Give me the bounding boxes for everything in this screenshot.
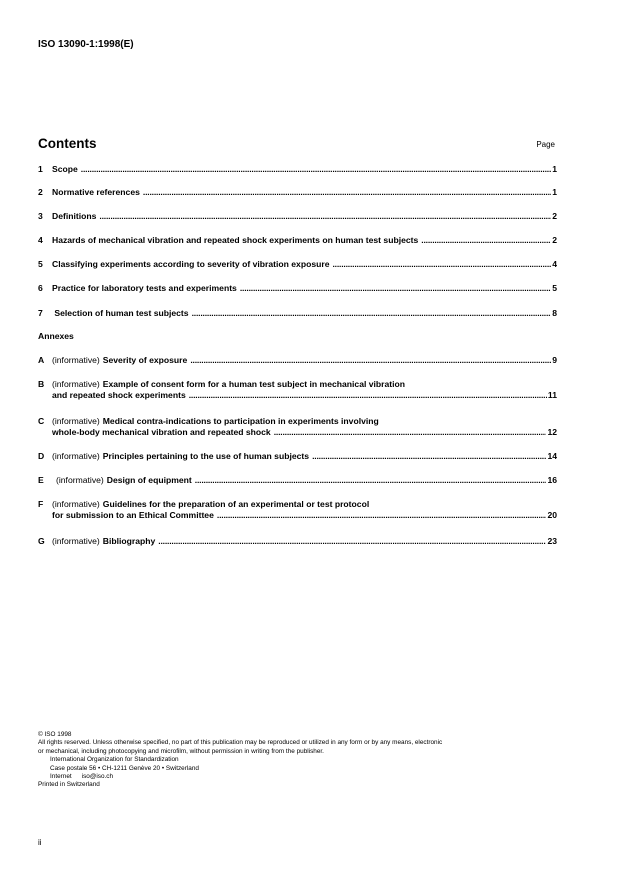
toc-entry-number: D xyxy=(38,451,45,461)
toc-entry-number: 4 xyxy=(38,235,43,245)
toc-entry-page: 20 xyxy=(547,510,557,520)
copyright-footer xyxy=(38,731,578,790)
dot-leader xyxy=(186,390,547,401)
toc-entry-title-continued: and repeated shock experiments xyxy=(52,390,186,400)
toc-entry-page: 2 xyxy=(552,211,557,221)
toc-entry-title: Example of consent form for a human test subject in mechanical vibration xyxy=(102,379,406,389)
dot-leader xyxy=(155,536,546,547)
toc-entry-title: Medical contra-indications to participation in experiments involving xyxy=(102,416,379,426)
document-id: ISO 13090-1:1998(E) xyxy=(38,39,134,50)
toc-annex-g[interactable] xyxy=(38,536,557,547)
toc-entry-title: Selection of human test subjects xyxy=(52,308,189,318)
informative-label: (informative) xyxy=(56,475,104,485)
toc-entry-title-continued: whole-body mechanical vibration and repeated shock xyxy=(52,427,271,437)
toc-entry-number: F xyxy=(38,499,44,509)
toc-entry-title: Normative references xyxy=(52,187,140,197)
toc-annex-f[interactable] xyxy=(38,499,557,521)
toc-entry-page: 8 xyxy=(552,308,557,318)
toc-entry-selection[interactable] xyxy=(38,308,557,319)
dot-leader xyxy=(309,451,546,462)
informative-label: (informative) xyxy=(52,355,100,365)
toc-entry-page: 1 xyxy=(552,164,557,174)
informative-label: (informative) xyxy=(52,379,100,389)
internet-line xyxy=(38,773,578,781)
toc-annex-e[interactable] xyxy=(38,475,557,486)
copyright-line: © ISO 1998 xyxy=(38,731,72,738)
dot-leader xyxy=(271,427,547,438)
dot-leader xyxy=(187,355,551,366)
toc-entry-page: 23 xyxy=(547,536,557,546)
toc-entry-title-continued: for submission to an Ethical Committee xyxy=(52,510,214,520)
dot-leader xyxy=(237,283,551,294)
page-column-label: Page xyxy=(536,140,555,149)
contents-title: Contents xyxy=(38,136,97,151)
toc-entry-hazards[interactable] xyxy=(38,235,557,246)
organization-address: Case postale 56 • CH-1211 Genève 20 • Switzerland xyxy=(50,764,199,772)
toc-entry-number: 5 xyxy=(38,259,43,269)
toc-annex-a[interactable] xyxy=(38,355,557,366)
toc-entry-title: Principles pertaining to the use of human subjects xyxy=(102,451,310,461)
informative-label: (informative) xyxy=(52,536,100,546)
page-number: ii xyxy=(38,838,42,847)
toc-entry-number: 1 xyxy=(38,164,43,174)
dot-leader xyxy=(78,164,551,175)
toc-entry-page: 5 xyxy=(552,283,557,293)
toc-entry-title: Design of equipment xyxy=(106,475,192,485)
toc-entry-page: 16 xyxy=(547,475,557,485)
toc-entry-definitions[interactable] xyxy=(38,211,557,222)
toc-entry-page: 2 xyxy=(552,235,557,245)
toc-entry-title: Severity of exposure xyxy=(102,355,188,365)
organization-name: International Organization for Standardization xyxy=(50,756,179,764)
toc-entry-number: 3 xyxy=(38,211,43,221)
informative-label: (informative) xyxy=(52,416,100,426)
toc-entry-number: G xyxy=(38,536,45,546)
toc-annex-b[interactable] xyxy=(38,379,557,401)
toc-entry-title: Definitions xyxy=(52,211,97,221)
rights-statement-line-2: or mechanical, including photocopying and microfilm, without permission in writing from the publisher. xyxy=(38,747,324,755)
toc-entry-number: A xyxy=(38,355,45,365)
toc-entry-page: 4 xyxy=(552,259,557,269)
toc-entry-number: B xyxy=(38,379,45,389)
toc-entry-normative-references[interactable] xyxy=(38,187,557,198)
dot-leader xyxy=(214,510,547,521)
toc-entry-title: Guidelines for the preparation of an experimental or test protocol xyxy=(102,499,370,509)
dot-leader xyxy=(192,475,547,486)
toc-entry-practice[interactable] xyxy=(38,283,557,294)
informative-label: (informative) xyxy=(52,451,100,461)
printed-in: Printed in Switzerland xyxy=(38,781,100,789)
informative-label: (informative) xyxy=(52,499,100,509)
dot-leader xyxy=(140,187,551,198)
toc-entry-page: 9 xyxy=(552,355,557,365)
dot-leader xyxy=(329,259,551,270)
toc-entry-number: 6 xyxy=(38,283,43,293)
rights-statement-line-1: All rights reserved. Unless otherwise specified, no part of this publication may be reproduced or utilized in any form or by any means, electronic xyxy=(38,739,443,747)
toc-entry-title: Hazards of mechanical vibration and repeated shock experiments on human test subjects xyxy=(52,235,419,245)
dot-leader xyxy=(189,308,552,319)
toc-entry-scope[interactable] xyxy=(38,164,557,175)
toc-entry-title: Scope xyxy=(52,164,78,174)
toc-entry-title: Practice for laboratory tests and experiments xyxy=(52,283,237,293)
toc-entry-number: C xyxy=(38,416,45,426)
toc-annex-d[interactable] xyxy=(38,451,557,462)
dot-leader xyxy=(96,211,551,222)
toc-entry-page: 14 xyxy=(547,451,557,461)
internet-label: Internet xyxy=(50,773,72,781)
toc-entry-number: 7 xyxy=(38,308,43,318)
toc-entry-number: E xyxy=(38,475,44,485)
toc-annex-c[interactable] xyxy=(38,416,557,438)
contents-header xyxy=(38,136,557,154)
dot-leader xyxy=(418,235,551,246)
email-link[interactable]: iso@iso.ch xyxy=(81,773,114,781)
toc-entry-page: 11 xyxy=(547,390,557,400)
toc-entry-page: 1 xyxy=(552,187,557,197)
toc-entry-number: 2 xyxy=(38,187,43,197)
toc-entry-title: Classifying experiments according to severity of vibration exposure xyxy=(52,259,330,269)
toc-entry-title: Bibliography xyxy=(102,536,156,546)
toc-entry-page: 12 xyxy=(547,427,557,437)
toc-entry-classifying-experiments[interactable] xyxy=(38,259,557,270)
annexes-heading: Annexes xyxy=(38,331,74,341)
